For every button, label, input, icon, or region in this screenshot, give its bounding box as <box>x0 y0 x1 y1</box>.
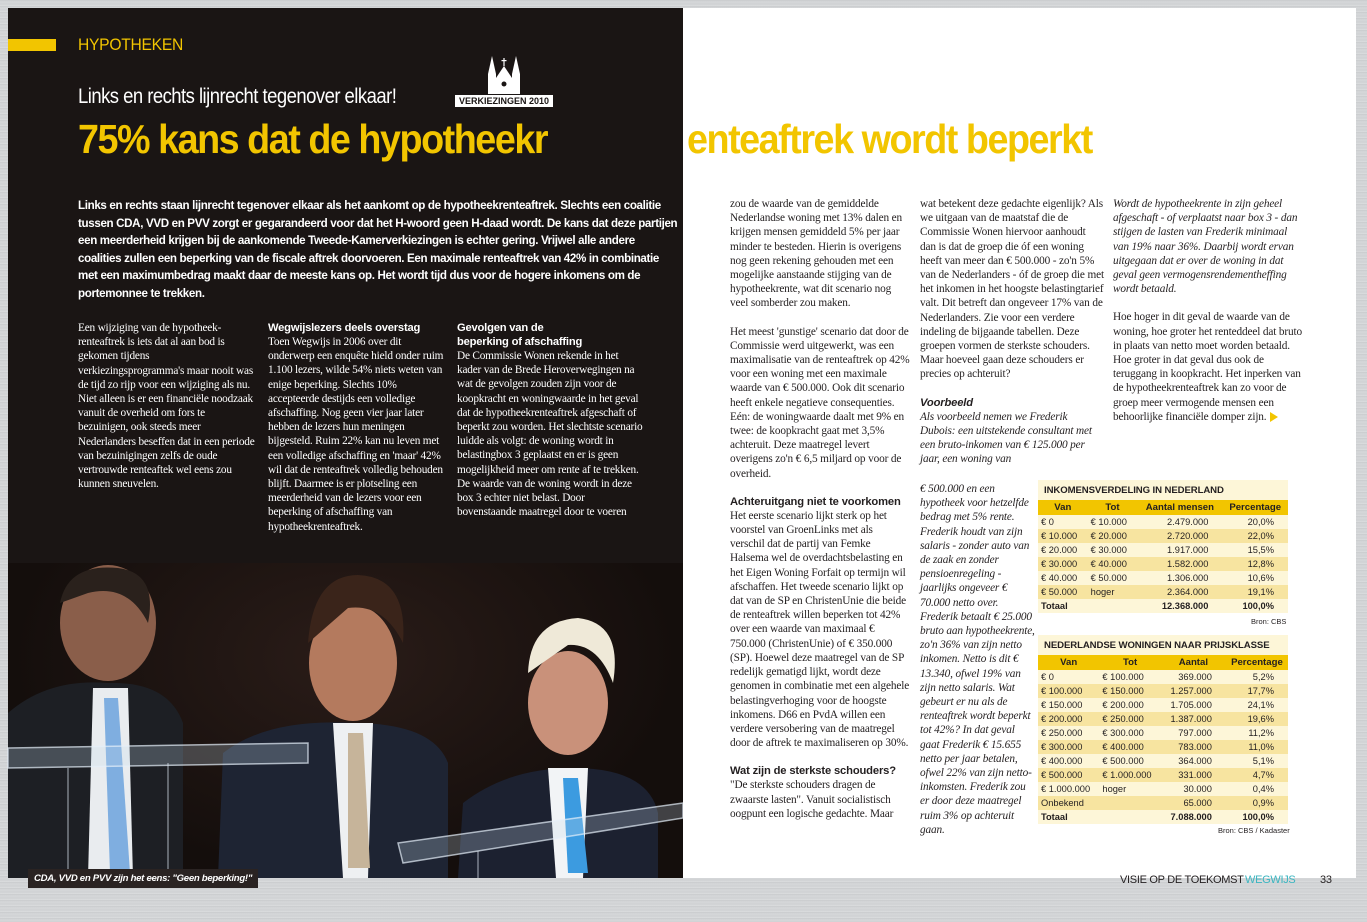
table-cell: € 0 <box>1041 517 1054 527</box>
election-badge <box>454 52 554 108</box>
table-cell: 1.306.000 <box>1167 573 1209 583</box>
article-column-3 <box>457 321 643 519</box>
table-cell: 0,9% <box>1226 796 1288 810</box>
table-cell: 5,1% <box>1252 756 1274 766</box>
table-cell: 11,0% <box>1226 740 1288 754</box>
table-cell: 1.257.000 <box>1161 684 1226 698</box>
table-cell: € 250.000 <box>1099 712 1160 726</box>
article-column-2 <box>268 321 448 534</box>
subtitle: Links en rechts lijnrecht tegenover elkaar! <box>78 85 397 108</box>
table-row <box>1038 557 1288 571</box>
section-marker <box>8 39 56 51</box>
table-cell: € 250.000 <box>1041 728 1083 738</box>
table-cell: 2.479.000 <box>1167 517 1209 527</box>
left-page <box>8 8 683 878</box>
table-cell: € 0 <box>1041 672 1054 682</box>
table-cell: 11,2% <box>1248 728 1274 738</box>
table-row <box>1038 684 1288 698</box>
table-cell: 7.088.000 <box>1170 812 1212 822</box>
table-cell: € 50.000 <box>1090 573 1127 583</box>
right-col-3-para-2-text: Hoe hoger in dit geval de waarde van de woning, hoe groter het renteddeel dat bruto in plaats van netto moet worden betaald. Hoe groter in dat geval dus ook de teruggang in koopkracht. Het inperken van de hypotheekrenteaftrek kan zo voor de groep meer vermogende mensen een behoorlijke financiële domper zijn. <box>1113 311 1302 423</box>
table-cell: 22,0% <box>1222 529 1288 543</box>
table-cell: Onbekend <box>1038 796 1099 810</box>
footer-section: VISIE OP DE TOEKOMST <box>1120 874 1244 886</box>
badge-label: VERKIEZINGEN 2010 <box>454 94 554 108</box>
right-col-1-para-3: Het eerste scenario lijkt sterk op het voorstel van GroenLinks met als verschil dat de partij van Femke Halsema wel de overdachtsbelasting en het Eigen Woning Forfait op termijn wil afschaffen. Het tweede scenario lijkt op dat van de SP en ChristenUnie die beide de renteaftrek willen beperken tot 42% over een waarde van maximaal € 750.000 (ChristenUnie) of € 350.000 (SP). Hoewel deze maatregel van de SP redelijk gematigd lijkt, wordt deze genomen in combinatie met een algehele belastingverhoging voor de hoogste inkomens. D66 en PvdA willen een verdere versobering van de maatregel door de aftrek te maximaliseren op 30%. <box>730 509 910 750</box>
table-cell: € 500.000 <box>1038 768 1099 782</box>
table-cell: € 100.000 <box>1038 684 1099 698</box>
table-cell: 331.000 <box>1161 768 1226 782</box>
total-row <box>1038 810 1288 824</box>
table-cell: € 1.000.000 <box>1041 784 1091 794</box>
table-cell: € 400.000 <box>1041 756 1083 766</box>
table-cell: 100,0% <box>1242 812 1274 822</box>
right-column-2 <box>920 197 1104 466</box>
table-cell: € 10.000 <box>1038 529 1088 543</box>
table-cell: 1.705.000 <box>1170 700 1212 710</box>
table-cell: 10,6% <box>1247 573 1274 583</box>
table-cell: € 20.000 <box>1041 545 1078 555</box>
table-cell: € 50.000 <box>1038 585 1088 599</box>
page-number: 33 <box>1320 874 1332 886</box>
table-cell: € 30.000 <box>1090 545 1127 555</box>
right-col-2-para-1: wat betekent deze gedachte eigenlijk? Als we uitgaan van de maatstaf die de Commissie Wonen hiervoor aanhoudt dan is dat de groep die óf een woning heeft van meer dan € 500.000 - zo'n 5% van de Nederlanders - óf de groep die met het inkomen in het hoogste belastingtarief valt. Dit betreft dan ongeveer 17% van de Nederlanders. Zie voor een verdere indeling de bijgaande tabellen. Deze groepen vormen de sterkste schouders. Maar hoeveel gaan deze schouders er precies op achteruit? <box>920 198 1104 381</box>
table-cell: hoger <box>1088 585 1138 599</box>
table-cell: 19,6% <box>1226 712 1288 726</box>
photo-illustration <box>8 563 683 878</box>
table-cell: 15,5% <box>1247 545 1274 555</box>
table-cell: 30.000 <box>1183 784 1212 794</box>
table-row <box>1038 768 1288 782</box>
photo-caption: CDA, VVD en PVV zijn het eens: "Geen beperking!" <box>28 869 258 888</box>
column-2-text: Toen Wegwijs in 2006 over dit onderwerp een enquête hield onder ruim 1.100 lezers, wilde 54% niets weten van enige beperking. Slechts 10% accepteerde destijds een volledige afschaffing. Nog geen vier jaar later hebben de lezers hun meningen bijgesteld. Ruim 22% kan nu leven met een volledige afschaffing en 'maar' 42% wil dat de renteaftrek volledig behouden blijft. Daarmee is er plotseling een meerderheid van de lezers voor een beperking of afschaffing van hypotheekrenteaftrek. <box>268 336 444 533</box>
table-row <box>1038 585 1288 599</box>
table-cell: € 20.000 <box>1088 529 1138 543</box>
table-cell: 65.000 <box>1161 796 1226 810</box>
table-cell: 4,7% <box>1226 768 1288 782</box>
column-2-heading: Wegwijslezers deels overstag <box>268 322 421 334</box>
example-heading: Voorbeeld <box>920 396 973 409</box>
table-cell: 20,0% <box>1247 517 1274 527</box>
table-cell: € 300.000 <box>1038 740 1099 754</box>
table-cell: 2.364.000 <box>1137 585 1222 599</box>
column-1-text: Een wijziging van de hypotheek-renteaftrek is iets dat al aan bod is gekomen tijdens verkiezingsprogramma's maar nooit was de tijd zo rijp voor een wijziging als nu. Niet alleen is er een financiële noodzaak vanuit de overheid om fors te bezuinigen, ook steeds meer Nederlanders beseffen dat in een periode van bezuinigingen zelfs de oude vertrouwde renteaftek wel eens zou kunnen sneuvelen. <box>78 322 255 491</box>
intro-paragraph: Links en rechts staan lijnrecht tegenover elkaar als het aankomt op de hypotheekrenteaftrek. Slechts een coalitie tussen CDA, VVD en PVV zorgt er gegarandeerd voor dat het H-woord geen H-daad wordt. De kans dat deze partijen een meerderheid krijgen bij de aankomende Tweede-Kamerverkiezingen is echter gering. Vrijwel alle andere coalities zullen een beperking van de fiscale aftrek doorvoeren. Een maximale renteaftrek van 42% in combinatie met een maximumbedrag maakt daar de meeste kans op. Het wordt tijd dus voor de hogere inkomens om de portemonnee te trekken. <box>78 199 678 300</box>
table-cell: 17,7% <box>1226 684 1288 698</box>
table-row <box>1038 754 1288 768</box>
column-header: Percentage <box>1226 655 1288 670</box>
table-row <box>1038 543 1288 557</box>
table-row <box>1038 782 1288 796</box>
table-cell: 1.582.000 <box>1137 557 1222 571</box>
example-text-1: Als voorbeeld nemen we Frederik Dubois: een uitstekende consultant met een bruto-inkomen van € 125.000 per jaar, een woning van <box>920 410 1092 466</box>
table-cell: 783.000 <box>1161 740 1226 754</box>
example-text-2: € 500.000 en een hypotheek voor hetzelfde bedrag met 5% rente. Frederik houdt van zijn salaris - zonder auto van de zaak en zonder pensioenregeling - jaarlijks ongeveer € 70.000 netto over. Frederik betaalt € 25.000 bruto aan hypotheekrente, zo'n 36% van zijn netto inkomen. Netto is dit € 13.340, ofwel 19% van zijn netto salaris. Wat gebeurt er nu als de renteaftrek wordt beperkt tot 42%? In dat geval gaat Frederik € 15.655 netto per jaar betalen, ofwel 22% van zijn netto-inkomsten. Frederik zou er door deze maatregel ruim 3% op achteruit gaan. <box>920 483 1035 836</box>
column-3-heading: Gevolgen van de beperking of afschaffing <box>457 322 583 348</box>
politicians-photo <box>8 563 683 878</box>
right-col-3-para-1: Wordt de hypotheekrente in zijn geheel afgeschaft - of verplaatst naar box 3 - dan stijgen de lasten van Frederik minimaal van 19% naar 36%. Daarbij wordt ervan uitgegaan dat er over de woning in dat geval geen vermogensrendementheffing wordt betaald. <box>1113 198 1298 296</box>
table-title: NEDERLANDSE WONINGEN NAAR PRIJSKLASSE <box>1044 640 1270 651</box>
right-col-3-para-2 <box>1113 310 1303 424</box>
section-label: HYPOTHEKEN <box>78 35 184 54</box>
table-cell: € 1.000.000 <box>1099 768 1160 782</box>
table-cell <box>1099 796 1160 810</box>
right-col-1-heading-2: Wat zijn de sterkste schouders? <box>730 765 896 778</box>
column-header: Percentage <box>1222 500 1288 515</box>
table-cell: 797.000 <box>1178 728 1212 738</box>
right-column-3 <box>1113 197 1303 438</box>
table-cell <box>1099 810 1160 824</box>
right-page <box>683 8 1356 886</box>
table-cell: Totaal <box>1041 601 1068 611</box>
table-cell: € 40.000 <box>1088 557 1138 571</box>
income-distribution-table <box>1038 480 1288 613</box>
table-source: Bron: CBS <box>1251 617 1287 626</box>
right-col-1-para-1: zou de waarde van de gemiddelde Nederlandse woning met 13% dalen en krijgen mensen gemiddeld 5% per jaar minder te besteden. Hierin is overigens nog geen rekening gehouden met een mogelijke aanstaande stijging van de hypotheekrente, wat dit scenario nog veel somberder zou maken. <box>730 198 902 310</box>
table-cell: 5,2% <box>1252 672 1274 682</box>
column-header: Van <box>1038 655 1099 670</box>
table-cell: € 400.000 <box>1099 740 1160 754</box>
column-header: Tot <box>1099 655 1160 670</box>
table-cell: € 300.000 <box>1102 728 1144 738</box>
table-cell: € 10.000 <box>1090 517 1127 527</box>
table-cell: 12.368.000 <box>1161 601 1209 611</box>
table-cell: 1.387.000 <box>1161 712 1226 726</box>
table-row <box>1038 698 1288 712</box>
table-cell: 1.917.000 <box>1167 545 1209 555</box>
table-cell: hoger <box>1102 784 1127 794</box>
table-cell: € 200.000 <box>1038 712 1099 726</box>
table-row <box>1038 726 1288 740</box>
table-row <box>1038 740 1288 754</box>
column-header: Tot <box>1088 500 1138 515</box>
column-3-text: De Commissie Wonen rekende in het kader van de Brede Heroverwegingen na wat de gevolgen zouden zijn voor de koopkracht en woningwaarde in het geval dat de hypotheekrenteaftrek afgeschaft of beperkt zou worden. Het slechtste scenario luidde als volgt: de woning wordt in belastingbox 3 geplaatst en er is geen mogelijkheid meer om rente af te trekken. De waarde van de woning wordt in deze box 3 echter niet belast. Door bovenstaande maatregel door te voeren <box>457 350 643 519</box>
table-cell: 2.720.000 <box>1137 529 1222 543</box>
table-row <box>1038 796 1288 810</box>
table-row <box>1038 515 1288 529</box>
table-cell: 19,1% <box>1222 585 1288 599</box>
table-row <box>1038 529 1288 543</box>
table-cell: € 150.000 <box>1099 684 1160 698</box>
table-cell <box>1088 599 1138 613</box>
table-cell: 12,8% <box>1222 557 1288 571</box>
footer-brand: WEGWIJS <box>1245 874 1296 886</box>
article-column-1 <box>78 321 256 491</box>
column-header: Aantal mensen <box>1137 500 1222 515</box>
table-cell: € 40.000 <box>1041 573 1078 583</box>
table-cell: 0,4% <box>1252 784 1274 794</box>
table-title: INKOMENSVERDELING IN NEDERLAND <box>1044 485 1224 496</box>
continue-arrow-icon <box>1270 412 1278 422</box>
table-cell: € 150.000 <box>1041 700 1083 710</box>
table-cell: 24,1% <box>1247 700 1274 710</box>
table-cell: 100,0% <box>1242 601 1274 611</box>
column-header: Aantal <box>1161 655 1226 670</box>
right-col-1-para-2: Het meest 'gunstige' scenario dat door de Commissie werd uitgewerkt, was een maximalisatie van de renteaftrek op 42% voor een woning met een maximale waarde van € 500.000. Ook dit scenario heeft enkele negatieve consequenties. Eén: de woningwaarde daalt met 9% en twee: de koopkracht gaat met 3,5% achteruit. Deze maatregel levert overigens zo'n € 6,5 miljard op voor de overheid. <box>730 325 910 480</box>
right-col-1-para-4: "De sterkste schouders dragen de zwaarste lasten". Vanuit socialistisch oogpunt een logische gedachte. Maar <box>730 779 894 820</box>
table-cell: 364.000 <box>1178 756 1212 766</box>
total-row <box>1038 599 1288 613</box>
table-cell: € 30.000 <box>1038 557 1088 571</box>
table-source: Bron: CBS / Kadaster <box>1218 826 1290 835</box>
table-row <box>1038 670 1288 684</box>
table-row <box>1038 712 1288 726</box>
headline-part-1: 75% kans dat de hypotheekr <box>78 116 548 162</box>
right-column-1 <box>730 197 910 835</box>
column-header: Van <box>1038 500 1088 515</box>
table-cell: 369.000 <box>1178 672 1212 682</box>
right-column-2-continued <box>920 482 1035 851</box>
table-cell: Totaal <box>1041 812 1068 822</box>
table-cell: € 500.000 <box>1102 756 1144 766</box>
table-row <box>1038 571 1288 585</box>
right-col-1-heading-1: Achteruitgang niet te voorkomen <box>730 495 901 508</box>
headline-part-2: enteaftrek wordt beperkt <box>687 116 1092 162</box>
table-cell: € 200.000 <box>1102 700 1144 710</box>
housing-price-table <box>1038 635 1288 824</box>
table-cell: € 100.000 <box>1102 672 1144 682</box>
